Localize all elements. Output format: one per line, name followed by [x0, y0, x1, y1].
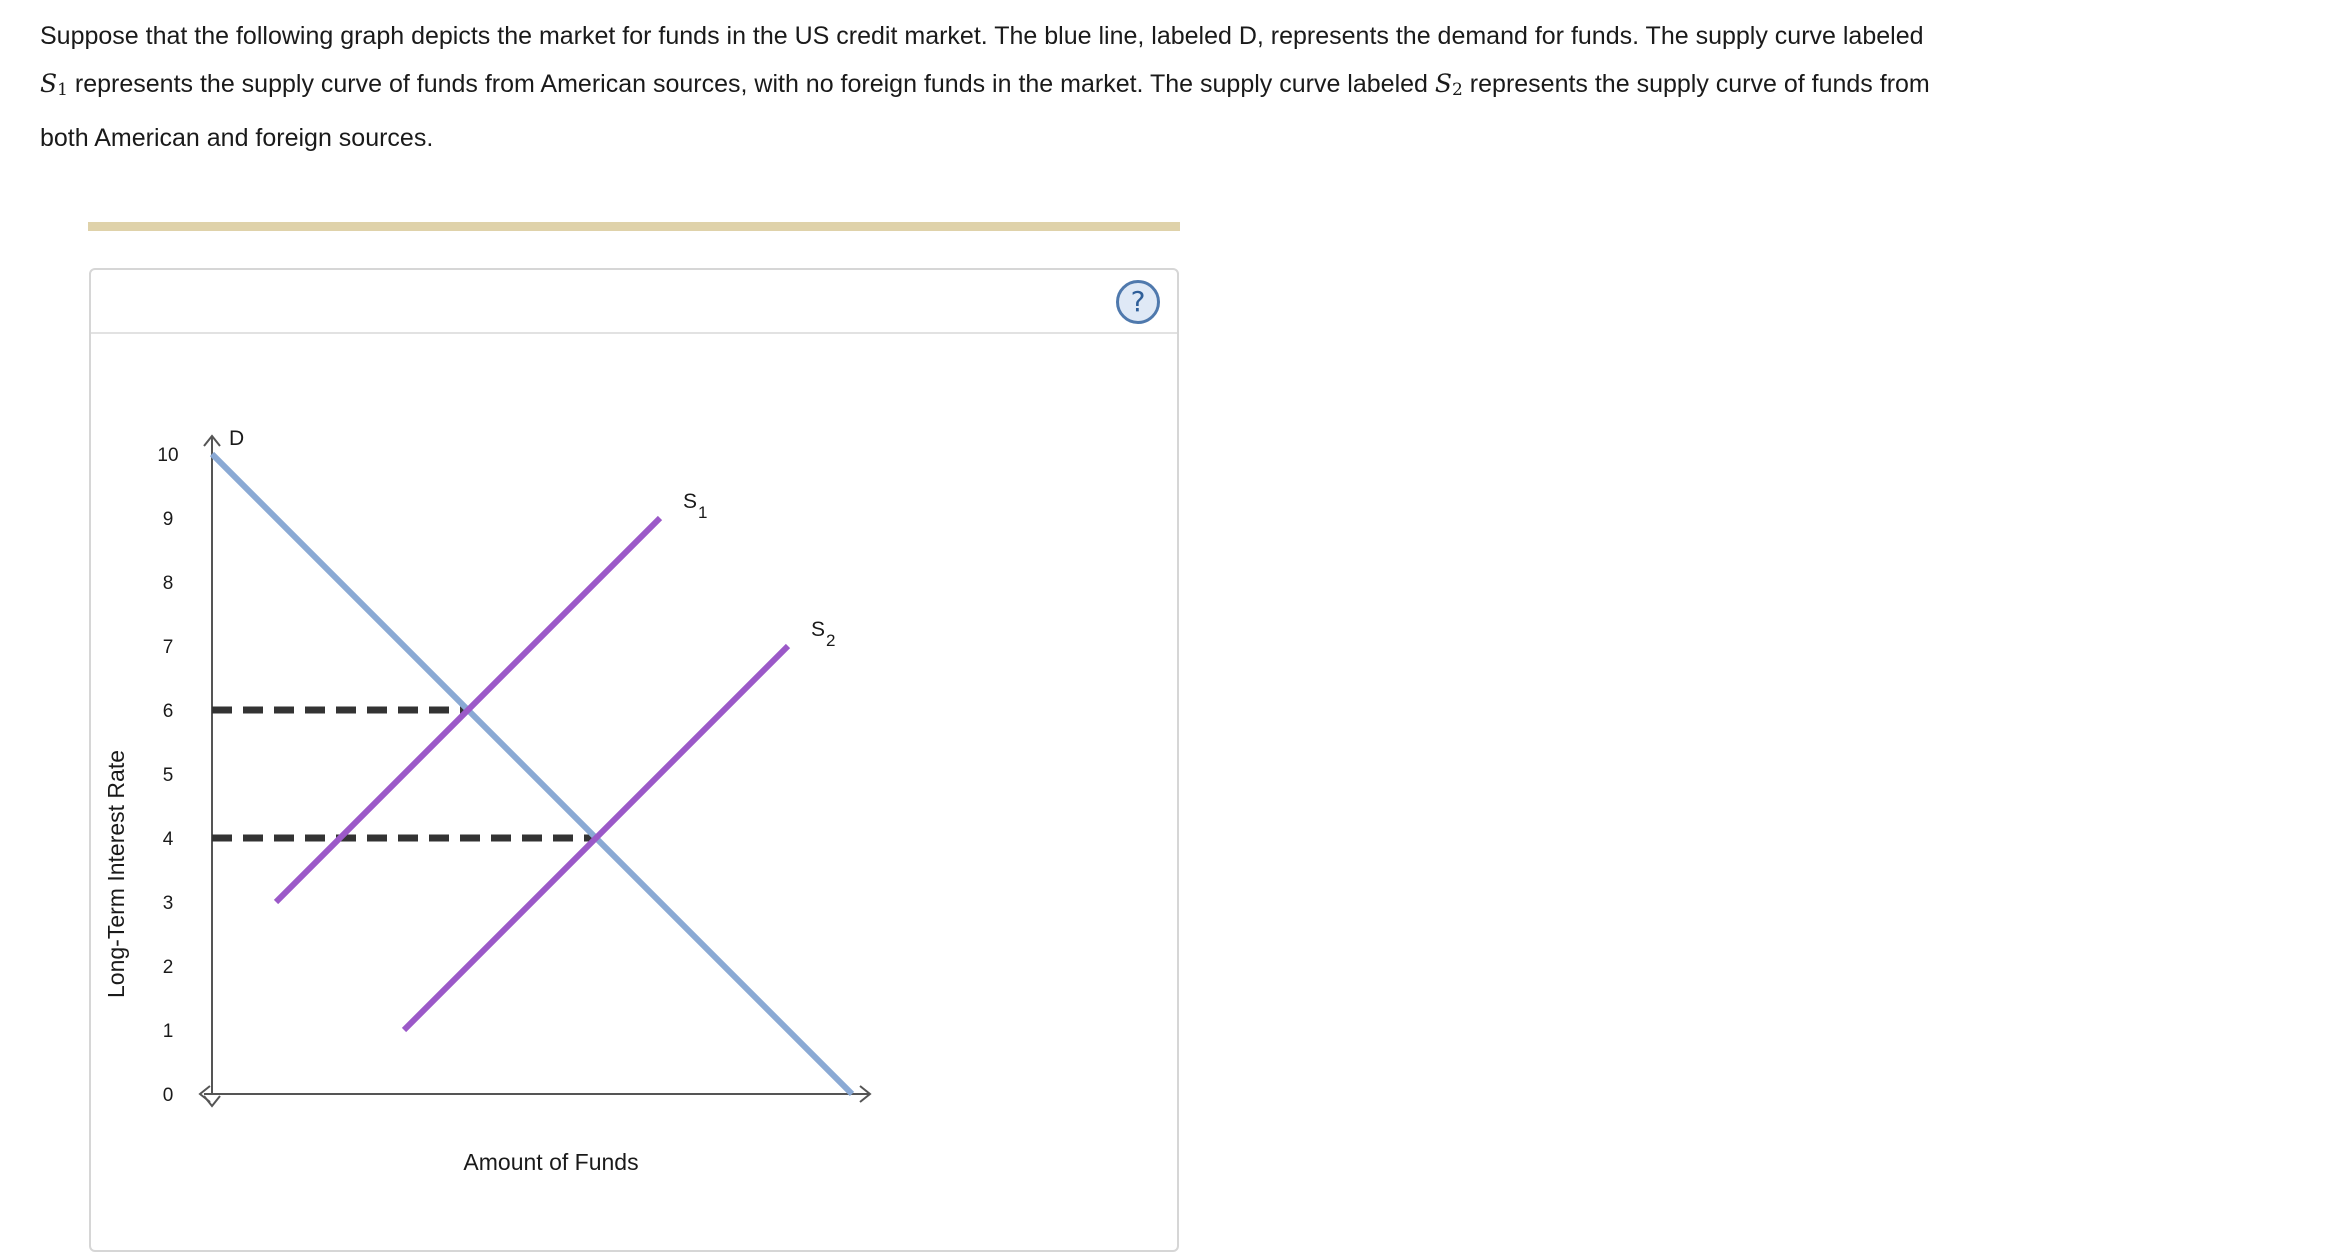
section-divider: [88, 222, 1180, 231]
chart: [91, 270, 1177, 1250]
graph-panel: [89, 268, 1179, 1252]
curve-label-subscript: 2: [826, 631, 836, 650]
demand-curve: [212, 454, 852, 1094]
s2-symbol: S2: [1434, 69, 1463, 100]
y-tick-label: 7: [162, 637, 174, 658]
y-tick-label: 0: [162, 1085, 174, 1106]
curve-label-subscript: 1: [698, 503, 708, 522]
question-part-1: Suppose that the following graph depicts the market for funds in the US credit market. The blue line, labeled D, represents the demand for funds. The supply curve labeled: [40, 22, 1924, 50]
y-tick-label: 2: [162, 957, 174, 978]
y-tick-label: 8: [162, 573, 174, 594]
question-part-3: represents the supply curve of funds from both American and foreign sources.: [40, 70, 1930, 152]
help-circle-icon: ?: [1130, 285, 1146, 318]
y-tick-label: 1: [162, 1021, 174, 1042]
s1-symbol: S1: [40, 69, 68, 100]
y-tick-label: 9: [162, 509, 174, 530]
y-tick-label: 4: [162, 829, 174, 850]
y-axis-arrow-down: [204, 1096, 220, 1106]
y-tick-label: 6: [162, 701, 174, 722]
supply-curve-2-label: $S_2$: [811, 618, 836, 650]
y-tick-label: 10: [157, 445, 179, 466]
y-axis-title: Long-Term Interest Rate: [103, 749, 129, 999]
y-tick-label: 3: [162, 893, 174, 914]
demand-curve-label: D: [229, 427, 245, 450]
question-text: [40, 12, 1940, 162]
supply-curve-1-label: $S_1$: [683, 490, 708, 522]
x-axis-title: Amount of Funds: [463, 1149, 639, 1175]
y-tick-label: 5: [162, 765, 174, 786]
question-part-2: represents the supply curve of funds from American sources, with no foreign funds in the market. The supply curve labeled: [67, 70, 1435, 98]
